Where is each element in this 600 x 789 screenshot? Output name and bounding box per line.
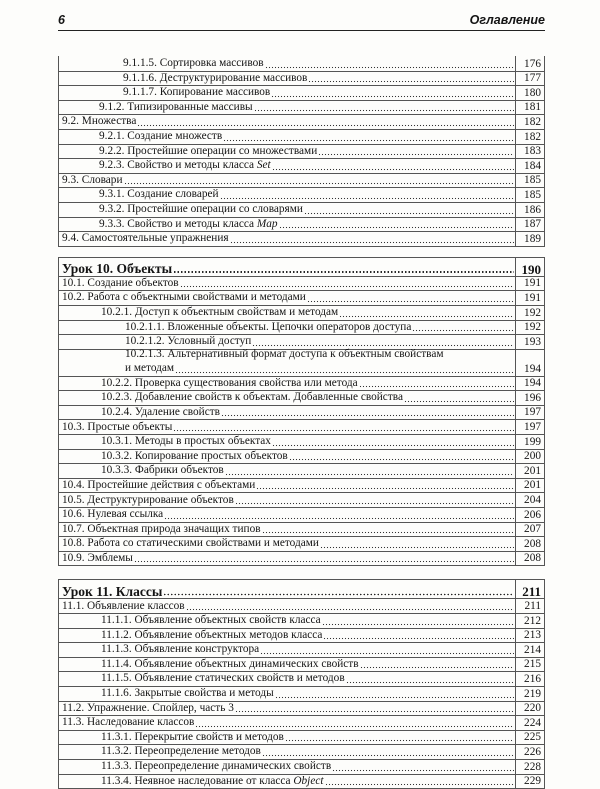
toc-entry[interactable]: 11.3.4. Неявное наследование от класса Object 229 [59,774,544,789]
toc-block-lesson-11 [58,579,545,789]
toc-entry[interactable]: 9.4. Самостоятельные упражнения 189 [59,231,544,246]
toc-entry[interactable]: 10.2.2. Проверка существования свойства или метода 194 [59,376,544,391]
toc-entry[interactable]: 11.1.5. Объявление статических свойств и методов 216 [59,671,544,686]
toc-entry[interactable]: 10.3.2. Копирование простых объектов 200 [59,449,544,464]
toc-entry[interactable]: 9.2. Множества 182 [59,114,544,129]
toc-entry[interactable]: 10.6. Нулевая ссылка 206 [59,507,544,522]
toc-entry[interactable]: 11.2. Упражнение. Спойлер, часть 3 220 [59,701,544,716]
lesson-heading[interactable]: Урок 10. Объекты 190 [59,258,544,276]
toc-entry[interactable]: 9.3.2. Простейшие операции со словарями 186 [59,202,544,217]
toc-entry[interactable]: 10.7. Объектная природа значащих типов 207 [59,522,544,537]
toc-entry[interactable]: 11.1.1. Объявление объектных свойств класса 212 [59,613,544,628]
page-number: 6 [58,13,65,27]
toc-entry[interactable]: 10.2.4. Удаление свойств 197 [59,405,544,420]
toc-entry[interactable]: 9.2.3. Свойство и методы класса Set 184 [59,158,544,173]
toc-entry[interactable]: 9.1.1.5. Сортировка массивов 176 [59,56,544,71]
toc-entry[interactable]: 9.3. Словари 185 [59,173,544,188]
toc-entry[interactable]: 11.1. Объявление классов 211 [59,598,544,613]
toc-entry[interactable]: 10.2.1.2. Условный доступ 193 [59,334,544,349]
toc-entry[interactable]: 9.1.1.6. Деструктурирование массивов 177 [59,71,544,86]
toc-entry[interactable]: 10.3.3. Фабрики объектов 201 [59,463,544,478]
toc-entry[interactable]: 9.3.3. Свойство и методы класса Map 187 [59,217,544,232]
toc-entry[interactable]: 11.3. Наследование классов 224 [59,715,544,730]
toc-entry[interactable]: 11.1.3. Объявление конструктора 214 [59,642,544,657]
toc-entry[interactable]: 10.9. Эмблемы 208 [59,551,544,566]
toc-entry[interactable]: 11.3.3. Переопределение динамических свойств 228 [59,759,544,774]
toc-entry[interactable]: 10.2. Работа с объектными свойствами и методами 191 [59,290,544,305]
toc-entry[interactable]: 10.1. Создание объектов 191 [59,276,544,291]
book-page [58,10,545,789]
toc-entry[interactable]: 10.2.3. Добавление свойств к объектам. Добавленные свойства 196 [59,390,544,405]
toc-entry[interactable]: 10.5. Деструктурирование объектов 204 [59,492,544,507]
toc-entry[interactable]: 10.4. Простейшие действия с объектами 201 [59,478,544,493]
toc-entry[interactable]: 9.2.2. Простейшие операции со множествами 183 [59,144,544,159]
toc-entry[interactable]: 10.2.1.3. Альтернативный формат доступа к объектным свойствам и методам 194 [59,349,544,376]
toc-entry[interactable]: 10.3.1. Методы в простых объектах 199 [59,434,544,449]
lesson-heading[interactable]: Урок 11. Классы 211 [59,580,544,598]
toc-entry[interactable]: 9.2.1. Создание множеств 182 [59,129,544,144]
toc-entry[interactable]: 10.2.1. Доступ к объектным свойствам и методам 192 [59,305,544,320]
toc-entry[interactable]: 11.1.6. Закрытые свойства и методы 219 [59,686,544,701]
toc-entry[interactable]: 11.3.2. Переопределение методов 226 [59,744,544,759]
toc-entry[interactable]: 10.8. Работа со статическими свойствами и методами 208 [59,536,544,551]
toc-entry[interactable]: 11.1.4. Объявление объектных динамических свойств 215 [59,657,544,672]
toc-entry[interactable]: 9.1.2. Типизированные массивы 181 [59,100,544,115]
toc-entry[interactable]: 11.1.2. Объявление объектных методов класса 213 [59,628,544,643]
running-title: Оглавление [469,13,545,27]
toc-entry[interactable]: 9.1.1.7. Копирование массивов 180 [59,85,544,100]
toc-entry[interactable]: 10.2.1.1. Вложенные объекты. Цепочки операторов доступа 192 [59,320,544,335]
running-head [58,10,545,31]
toc-entry[interactable]: 9.3.1. Создание словарей 185 [59,187,544,202]
toc-block-lesson-9 [58,56,545,247]
toc-entry[interactable]: 11.3.1. Перекрытие свойств и методов 225 [59,730,544,745]
toc-entry[interactable]: 10.3. Простые объекты 197 [59,419,544,434]
toc-block-lesson-10 [58,257,545,567]
